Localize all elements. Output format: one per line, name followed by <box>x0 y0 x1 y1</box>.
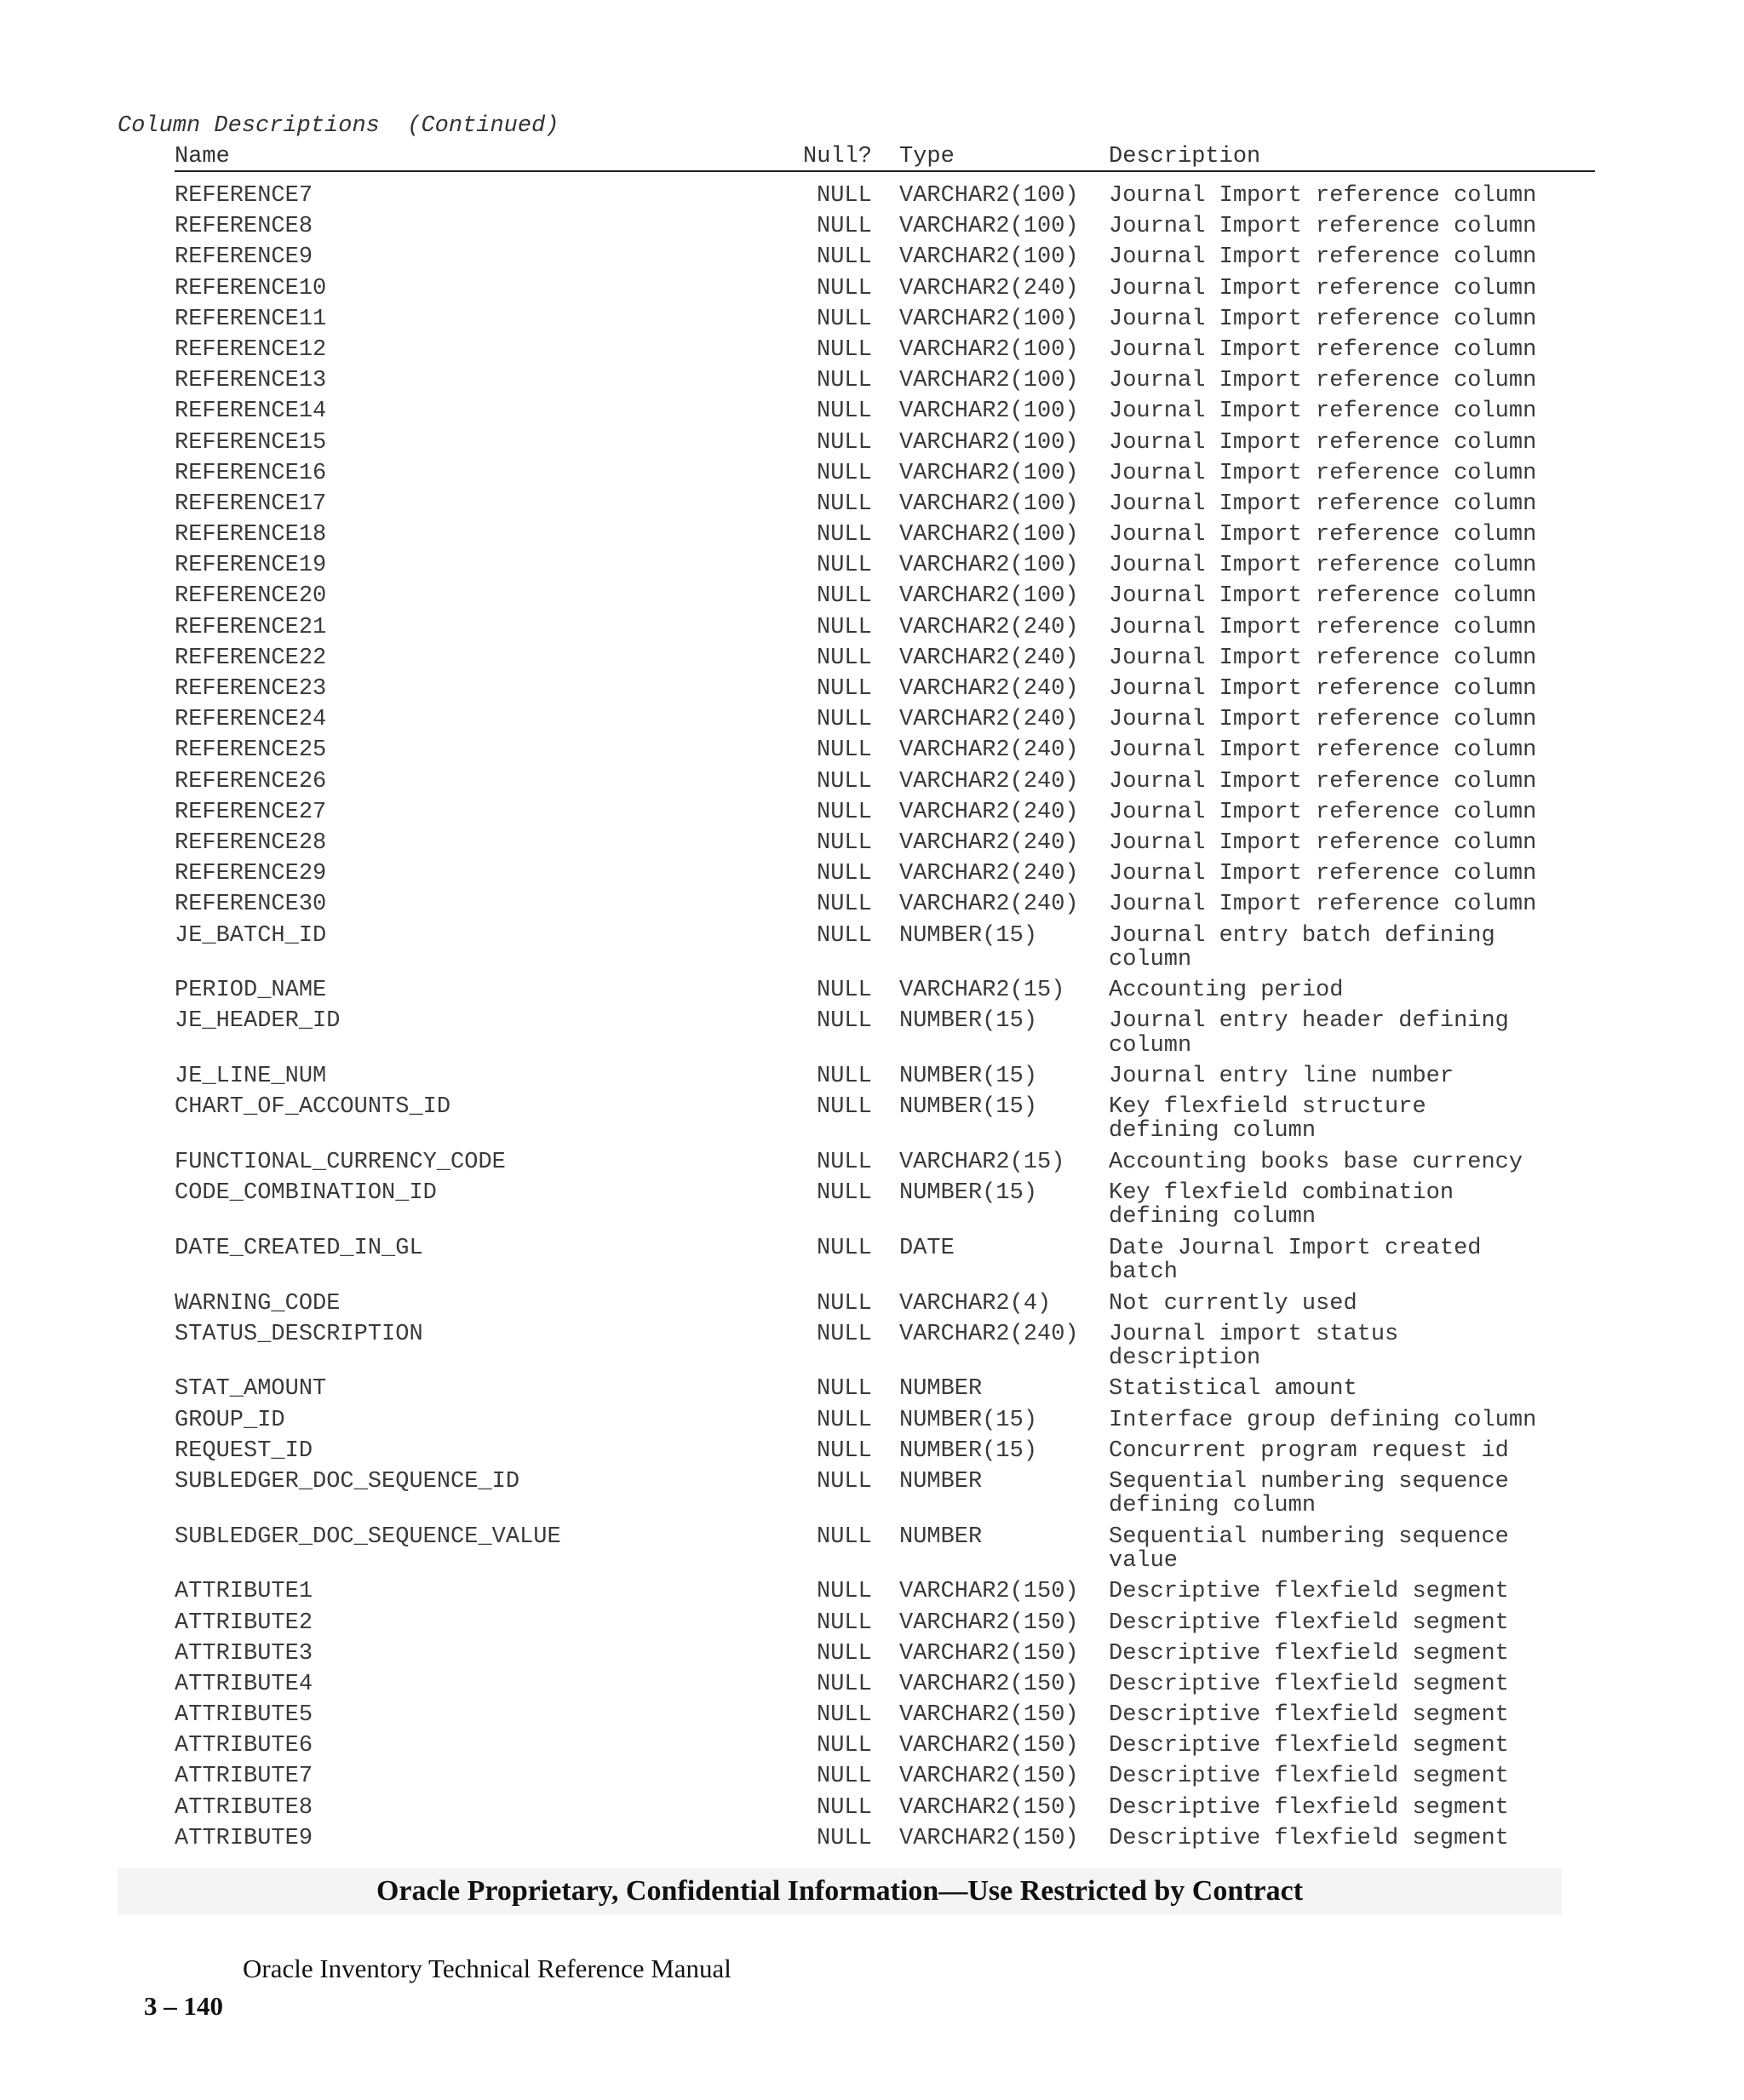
column-description: Journal Import reference column <box>1109 244 1537 271</box>
column-null: NULL <box>817 1407 872 1433</box>
column-description: Descriptive flexfield segment <box>1109 1794 1509 1821</box>
column-null: NULL <box>817 737 872 764</box>
column-type: VARCHAR2(100) <box>899 522 1079 548</box>
column-description: Key flexfield structure <box>1109 1094 1426 1121</box>
header-rule <box>175 170 1595 172</box>
column-name: REFERENCE20 <box>175 583 327 610</box>
column-description: defining column <box>1109 1204 1317 1231</box>
column-null: NULL <box>817 244 872 271</box>
table-row <box>0 1638 1744 1669</box>
column-null: NULL <box>817 768 872 795</box>
column-type: NUMBER <box>899 1523 983 1550</box>
table-header <box>0 141 1744 172</box>
column-type: VARCHAR2(240) <box>899 1321 1079 1347</box>
column-description: Journal Import reference column <box>1109 368 1537 394</box>
column-name: PERIOD_NAME <box>175 978 327 1004</box>
column-name: DATE_CREATED_IN_GL <box>175 1235 423 1261</box>
table-row <box>0 735 1744 766</box>
column-type: NUMBER(15) <box>899 1437 1038 1464</box>
column-null: NULL <box>817 676 872 702</box>
table-row <box>0 458 1744 489</box>
column-null: NULL <box>817 1468 872 1495</box>
column-null: NULL <box>817 1235 872 1261</box>
column-description: Descriptive flexfield segment <box>1109 1733 1509 1759</box>
column-description: defining column <box>1109 1493 1317 1519</box>
table-row <box>0 674 1744 704</box>
column-null: NULL <box>817 368 872 394</box>
table-row <box>0 1288 1744 1319</box>
column-description: Journal Import reference column <box>1109 522 1537 548</box>
column-name: REFERENCE12 <box>175 336 327 363</box>
table-row <box>0 1374 1744 1404</box>
column-null: NULL <box>817 978 872 1004</box>
table-row <box>0 1006 1744 1061</box>
column-null: NULL <box>817 861 872 887</box>
column-name: REFERENCE10 <box>175 275 327 301</box>
column-description: Journal entry batch defining <box>1109 922 1495 949</box>
column-description: Interface group defining column <box>1109 1407 1537 1433</box>
column-name: ATTRIBUTE4 <box>175 1671 313 1697</box>
column-name: ATTRIBUTE6 <box>175 1733 313 1759</box>
column-description: Journal Import reference column <box>1109 491 1537 517</box>
column-null: NULL <box>817 1825 872 1851</box>
table-row <box>0 1761 1744 1792</box>
column-null: NULL <box>817 1064 872 1090</box>
column-name: REFERENCE21 <box>175 614 327 640</box>
column-name: REFERENCE25 <box>175 737 327 764</box>
column-name: ATTRIBUTE3 <box>175 1640 313 1667</box>
manual-title: Oracle Inventory Technical Reference Manual <box>243 1954 731 1983</box>
column-description: Sequential numbering sequence <box>1109 1523 1509 1550</box>
table-row <box>0 581 1744 611</box>
table-row <box>0 335 1744 365</box>
table-row <box>0 1092 1744 1147</box>
column-description: Journal Import reference column <box>1109 614 1537 640</box>
table-row <box>0 1319 1744 1374</box>
column-name: CODE_COMBINATION_ID <box>175 1180 437 1207</box>
table-row <box>0 1061 1744 1092</box>
column-name: REFERENCE15 <box>175 429 327 456</box>
column-description: description <box>1109 1345 1261 1371</box>
column-type: VARCHAR2(100) <box>899 183 1079 209</box>
column-type: DATE <box>899 1235 955 1261</box>
column-type: VARCHAR2(100) <box>899 306 1079 332</box>
column-description: Journal Import reference column <box>1109 829 1537 856</box>
column-name: FUNCTIONAL_CURRENCY_CODE <box>175 1149 506 1175</box>
column-null: NULL <box>817 1094 872 1121</box>
table-row <box>0 766 1744 797</box>
table-row <box>0 304 1744 335</box>
column-type: VARCHAR2(4) <box>899 1290 1052 1317</box>
column-description: Journal Import reference column <box>1109 737 1537 764</box>
column-null: NULL <box>817 1437 872 1464</box>
column-type: NUMBER(15) <box>899 1407 1038 1433</box>
column-type: VARCHAR2(240) <box>899 861 1079 887</box>
column-null: NULL <box>817 399 872 425</box>
table-row <box>0 858 1744 889</box>
column-description: Journal Import reference column <box>1109 399 1537 425</box>
column-description: Journal Import reference column <box>1109 429 1537 456</box>
column-name: STATUS_DESCRIPTION <box>175 1321 423 1347</box>
column-description: Journal Import reference column <box>1109 336 1537 363</box>
column-type: VARCHAR2(150) <box>899 1733 1079 1759</box>
column-type: VARCHAR2(100) <box>899 429 1079 456</box>
column-type: VARCHAR2(15) <box>899 1149 1065 1175</box>
column-description: column <box>1109 1032 1192 1059</box>
column-name: JE_HEADER_ID <box>175 1008 341 1035</box>
column-null: NULL <box>817 1702 872 1729</box>
column-description: Date Journal Import created <box>1109 1235 1482 1261</box>
table-row <box>0 1669 1744 1700</box>
column-description: Concurrent program request id <box>1109 1437 1509 1464</box>
column-description: defining column <box>1109 1118 1317 1145</box>
column-name: REFERENCE23 <box>175 676 327 702</box>
column-name: SUBLEDGER_DOC_SEQUENCE_ID <box>175 1468 520 1495</box>
column-description: Descriptive flexfield segment <box>1109 1579 1509 1605</box>
column-name: CHART_OF_ACCOUNTS_ID <box>175 1094 451 1121</box>
column-description: Journal Import reference column <box>1109 275 1537 301</box>
table-row <box>0 704 1744 735</box>
column-name: REFERENCE11 <box>175 306 327 332</box>
column-type: VARCHAR2(100) <box>899 553 1079 579</box>
column-null: NULL <box>817 183 872 209</box>
table-row <box>0 519 1744 550</box>
column-type: NUMBER <box>899 1376 983 1403</box>
column-name: ATTRIBUTE2 <box>175 1609 313 1636</box>
column-type: NUMBER(15) <box>899 1064 1038 1090</box>
table-row <box>0 550 1744 581</box>
column-null: NULL <box>817 1640 872 1667</box>
column-type: VARCHAR2(100) <box>899 491 1079 517</box>
table-row <box>0 797 1744 828</box>
column-name: WARNING_CODE <box>175 1290 341 1317</box>
column-null: NULL <box>817 336 872 363</box>
header-name: Name <box>175 144 230 169</box>
column-name: REFERENCE22 <box>175 645 327 671</box>
column-description: Key flexfield combination <box>1109 1180 1454 1207</box>
column-null: NULL <box>817 306 872 332</box>
column-type: VARCHAR2(240) <box>899 737 1079 764</box>
column-description: Descriptive flexfield segment <box>1109 1671 1509 1697</box>
column-type: VARCHAR2(150) <box>899 1579 1079 1605</box>
column-null: NULL <box>817 583 872 610</box>
column-name: REQUEST_ID <box>175 1437 313 1464</box>
column-type: VARCHAR2(100) <box>899 244 1079 271</box>
column-name: JE_BATCH_ID <box>175 922 327 949</box>
column-description: Journal Import reference column <box>1109 306 1537 332</box>
column-description: Descriptive flexfield segment <box>1109 1702 1509 1729</box>
table-row <box>0 1436 1744 1466</box>
table-row <box>0 489 1744 519</box>
column-description: Journal entry line number <box>1109 1064 1454 1090</box>
column-name: ATTRIBUTE7 <box>175 1764 313 1790</box>
table-row <box>0 643 1744 674</box>
column-null: NULL <box>817 1671 872 1697</box>
table-row <box>0 1522 1744 1577</box>
column-name: REFERENCE26 <box>175 768 327 795</box>
column-type: VARCHAR2(240) <box>899 707 1079 733</box>
table-row <box>0 889 1744 920</box>
column-null: NULL <box>817 1321 872 1347</box>
column-null: NULL <box>817 614 872 640</box>
column-description: Journal Import reference column <box>1109 861 1537 887</box>
column-description: Journal Import reference column <box>1109 892 1537 918</box>
column-description: value <box>1109 1547 1179 1574</box>
column-type: VARCHAR2(240) <box>899 676 1079 702</box>
column-type: VARCHAR2(240) <box>899 645 1079 671</box>
column-description: Journal Import reference column <box>1109 583 1537 610</box>
column-type: VARCHAR2(100) <box>899 214 1079 240</box>
column-name: REFERENCE13 <box>175 368 327 394</box>
column-null: NULL <box>817 553 872 579</box>
column-type: VARCHAR2(240) <box>899 614 1079 640</box>
column-description: Sequential numbering sequence <box>1109 1468 1509 1495</box>
column-name: REFERENCE18 <box>175 522 327 548</box>
column-description: Journal Import reference column <box>1109 183 1537 209</box>
column-type: NUMBER(15) <box>899 922 1038 949</box>
column-type: VARCHAR2(240) <box>899 275 1079 301</box>
table-row <box>0 1793 1744 1823</box>
table-body <box>0 181 1744 1854</box>
column-null: NULL <box>817 522 872 548</box>
column-type: VARCHAR2(240) <box>899 829 1079 856</box>
column-null: NULL <box>817 491 872 517</box>
column-type: VARCHAR2(150) <box>899 1702 1079 1729</box>
column-description: Journal Import reference column <box>1109 768 1537 795</box>
column-type: VARCHAR2(100) <box>899 460 1079 486</box>
column-null: NULL <box>817 922 872 949</box>
table-row <box>0 1466 1744 1522</box>
column-null: NULL <box>817 1733 872 1759</box>
column-name: REFERENCE19 <box>175 553 327 579</box>
column-description: Journal Import reference column <box>1109 707 1537 733</box>
column-type: VARCHAR2(150) <box>899 1764 1079 1790</box>
table-row <box>0 1576 1744 1607</box>
column-type: VARCHAR2(150) <box>899 1825 1079 1851</box>
column-description: Accounting period <box>1109 978 1344 1004</box>
column-description: Descriptive flexfield segment <box>1109 1609 1509 1636</box>
table-row <box>0 1730 1744 1761</box>
table-row <box>0 1147 1744 1178</box>
table-row <box>0 427 1744 458</box>
column-name: ATTRIBUTE5 <box>175 1702 313 1729</box>
column-name: REFERENCE7 <box>175 183 313 209</box>
column-type: VARCHAR2(150) <box>899 1794 1079 1821</box>
column-null: NULL <box>817 1149 872 1175</box>
table-row <box>0 1233 1744 1288</box>
column-type: NUMBER(15) <box>899 1180 1038 1207</box>
column-null: NULL <box>817 707 872 733</box>
column-null: NULL <box>817 1579 872 1605</box>
table-row <box>0 365 1744 396</box>
column-name: REFERENCE27 <box>175 799 327 825</box>
column-null: NULL <box>817 275 872 301</box>
header-description: Description <box>1109 144 1261 169</box>
column-description: Journal Import reference column <box>1109 214 1537 240</box>
table-row <box>0 612 1744 643</box>
column-name: REFERENCE29 <box>175 861 327 887</box>
column-type: VARCHAR2(100) <box>899 368 1079 394</box>
column-description: column <box>1109 946 1192 973</box>
table-row <box>0 828 1744 858</box>
column-name: ATTRIBUTE9 <box>175 1825 313 1851</box>
column-name: REFERENCE8 <box>175 214 313 240</box>
column-name: ATTRIBUTE8 <box>175 1794 313 1821</box>
column-description: Accounting books base currency <box>1109 1149 1523 1175</box>
column-null: NULL <box>817 1764 872 1790</box>
column-description: batch <box>1109 1259 1179 1285</box>
column-null: NULL <box>817 1180 872 1207</box>
column-null: NULL <box>817 1376 872 1403</box>
column-description: Journal Import reference column <box>1109 799 1537 825</box>
column-null: NULL <box>817 799 872 825</box>
column-type: VARCHAR2(100) <box>899 336 1079 363</box>
column-description: Journal Import reference column <box>1109 553 1537 579</box>
table-caption: Column Descriptions (Continued) <box>118 113 559 139</box>
table-row <box>0 1178 1744 1233</box>
column-type: VARCHAR2(15) <box>899 978 1065 1004</box>
column-name: ATTRIBUTE1 <box>175 1579 313 1605</box>
column-name: REFERENCE14 <box>175 399 327 425</box>
column-type: VARCHAR2(150) <box>899 1671 1079 1697</box>
column-type: NUMBER <box>899 1468 983 1495</box>
table-row <box>0 396 1744 427</box>
table-row <box>0 1405 1744 1436</box>
column-description: Descriptive flexfield segment <box>1109 1640 1509 1667</box>
column-null: NULL <box>817 1794 872 1821</box>
column-null: NULL <box>817 429 872 456</box>
column-null: NULL <box>817 829 872 856</box>
column-name: STAT_AMOUNT <box>175 1376 327 1403</box>
column-name: REFERENCE24 <box>175 707 327 733</box>
table-row <box>0 211 1744 242</box>
column-name: REFERENCE16 <box>175 460 327 486</box>
column-description: Descriptive flexfield segment <box>1109 1825 1509 1851</box>
column-description: Not currently used <box>1109 1290 1357 1317</box>
column-description: Descriptive flexfield segment <box>1109 1764 1509 1790</box>
column-null: NULL <box>817 214 872 240</box>
table-row <box>0 242 1744 273</box>
column-null: NULL <box>817 1290 872 1317</box>
column-description: Statistical amount <box>1109 1376 1357 1403</box>
column-type: VARCHAR2(240) <box>899 799 1079 825</box>
column-type: NUMBER(15) <box>899 1094 1038 1121</box>
column-type: VARCHAR2(100) <box>899 399 1079 425</box>
table-row <box>0 921 1744 976</box>
column-name: GROUP_ID <box>175 1407 285 1433</box>
column-type: VARCHAR2(100) <box>899 583 1079 610</box>
column-null: NULL <box>817 892 872 918</box>
column-null: NULL <box>817 645 872 671</box>
table-row <box>0 273 1744 304</box>
column-null: NULL <box>817 1609 872 1636</box>
table-row <box>0 1608 1744 1638</box>
column-type: VARCHAR2(240) <box>899 892 1079 918</box>
table-row <box>0 975 1744 1006</box>
column-null: NULL <box>817 460 872 486</box>
column-description: Journal entry header defining <box>1109 1008 1509 1035</box>
header-type: Type <box>899 144 955 169</box>
table-row <box>0 1823 1744 1854</box>
column-type: VARCHAR2(150) <box>899 1609 1079 1636</box>
table-row <box>0 1700 1744 1730</box>
table-row <box>0 181 1744 211</box>
column-name: REFERENCE17 <box>175 491 327 517</box>
column-description: Journal Import reference column <box>1109 460 1537 486</box>
confidential-banner <box>118 1868 1562 1914</box>
column-type: VARCHAR2(150) <box>899 1640 1079 1667</box>
column-name: REFERENCE28 <box>175 829 327 856</box>
column-name: JE_LINE_NUM <box>175 1064 327 1090</box>
header-null: Null? <box>803 144 873 169</box>
column-name: REFERENCE9 <box>175 244 313 271</box>
column-type: NUMBER(15) <box>899 1008 1038 1035</box>
column-name: REFERENCE30 <box>175 892 327 918</box>
page-footer <box>118 1950 731 2021</box>
column-name: SUBLEDGER_DOC_SEQUENCE_VALUE <box>175 1523 561 1550</box>
page-number: 3 – 140 <box>144 1991 223 2021</box>
banner-text: Oracle Proprietary, Confidential Information––Use Restricted by Contract <box>376 1875 1304 1907</box>
column-type: VARCHAR2(240) <box>899 768 1079 795</box>
column-null: NULL <box>817 1523 872 1550</box>
column-description: Journal Import reference column <box>1109 676 1537 702</box>
column-description: Journal Import reference column <box>1109 645 1537 671</box>
column-null: NULL <box>817 1008 872 1035</box>
column-description: Journal import status <box>1109 1321 1399 1347</box>
